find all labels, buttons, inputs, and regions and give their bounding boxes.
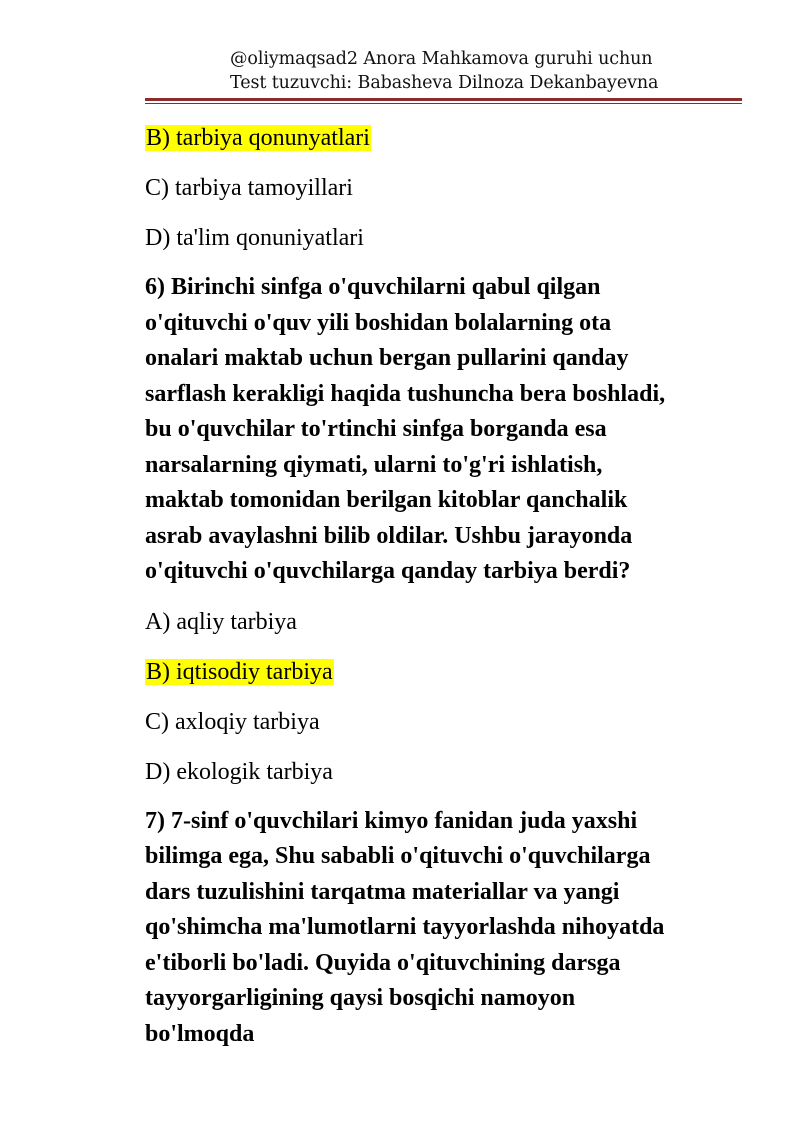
question-line: e'tiborli bo'ladi. Quyida o'qituvchining darsga <box>145 949 621 976</box>
answer-option-c: C) tarbiya tamoyillari <box>145 175 353 201</box>
question-line: qo'shimcha ma'lumotlarni tayyorlashda nihoyatda <box>145 914 665 940</box>
question-line: asrab avaylashni bilib oldilar. Ushbu jarayonda <box>145 522 633 549</box>
header-divider-thin <box>145 103 742 104</box>
question-number: 6) <box>145 274 165 300</box>
question-line: sarflash kerakligi haqida tushuncha bera boshladi, <box>145 380 666 407</box>
question-line: tayyorgarligining qaysi bosqichi namoyon <box>145 985 576 1011</box>
answer-option-c: C) axloqiy tarbiya <box>145 708 320 735</box>
header-divider <box>145 98 742 101</box>
header-line-1: @oliymaqsad2 Anora Mahkamova guruhi uchun <box>230 49 653 69</box>
question-6 <box>145 270 745 590</box>
question-line: narsalarning qiymati, ularni to'g'ri ishlatish, <box>145 451 603 478</box>
question-number: 7) <box>145 807 165 834</box>
question-line: onalari maktab uchun bergan pullarini qanday <box>145 345 629 371</box>
question-line: Birinchi sinfga o'quvchilarni qabul qilgan <box>171 274 601 300</box>
answer-option-b <box>145 120 745 156</box>
highlighted-answer: B) iqtisodiy tarbiya <box>146 658 333 685</box>
answer-option-d: D) ekologik tarbiya <box>145 758 333 785</box>
answer-option-b <box>145 654 745 690</box>
question-line: 7-sinf o'quvchilari kimyo fanidan juda yaxshi <box>171 807 638 834</box>
question-line: dars tuzulishini tarqatma materiallar va yangi <box>145 878 620 905</box>
highlighted-answer: B) tarbiya qonunyatlari <box>146 125 370 151</box>
question-line: bo'lmoqda <box>145 1020 255 1047</box>
question-line: maktab tomonidan berilgan kitoblar qanchalik <box>145 487 628 513</box>
question-line: o'qituvchi o'quv yili boshidan bolalarning ota <box>145 309 612 336</box>
answer-option-a: A) aqliy tarbiya <box>145 608 297 635</box>
question-line: bilimga ega, Shu sababli o'qituvchi o'quvchilarga <box>145 843 651 869</box>
question-line: bu o'quvchilar to'rtinchi sinfga borganda esa <box>145 416 607 442</box>
page-header <box>230 47 658 95</box>
header-line-2: Test tuzuvchi: Babasheva Dilnoza Dekanbayevna <box>230 73 659 93</box>
question-7 <box>145 804 745 1053</box>
document-body <box>145 120 745 1066</box>
question-line: o'qituvchi o'quvchilarga qanday tarbiya berdi? <box>145 558 631 584</box>
answer-option-d: D) ta'lim qonuniyatlari <box>145 225 364 251</box>
